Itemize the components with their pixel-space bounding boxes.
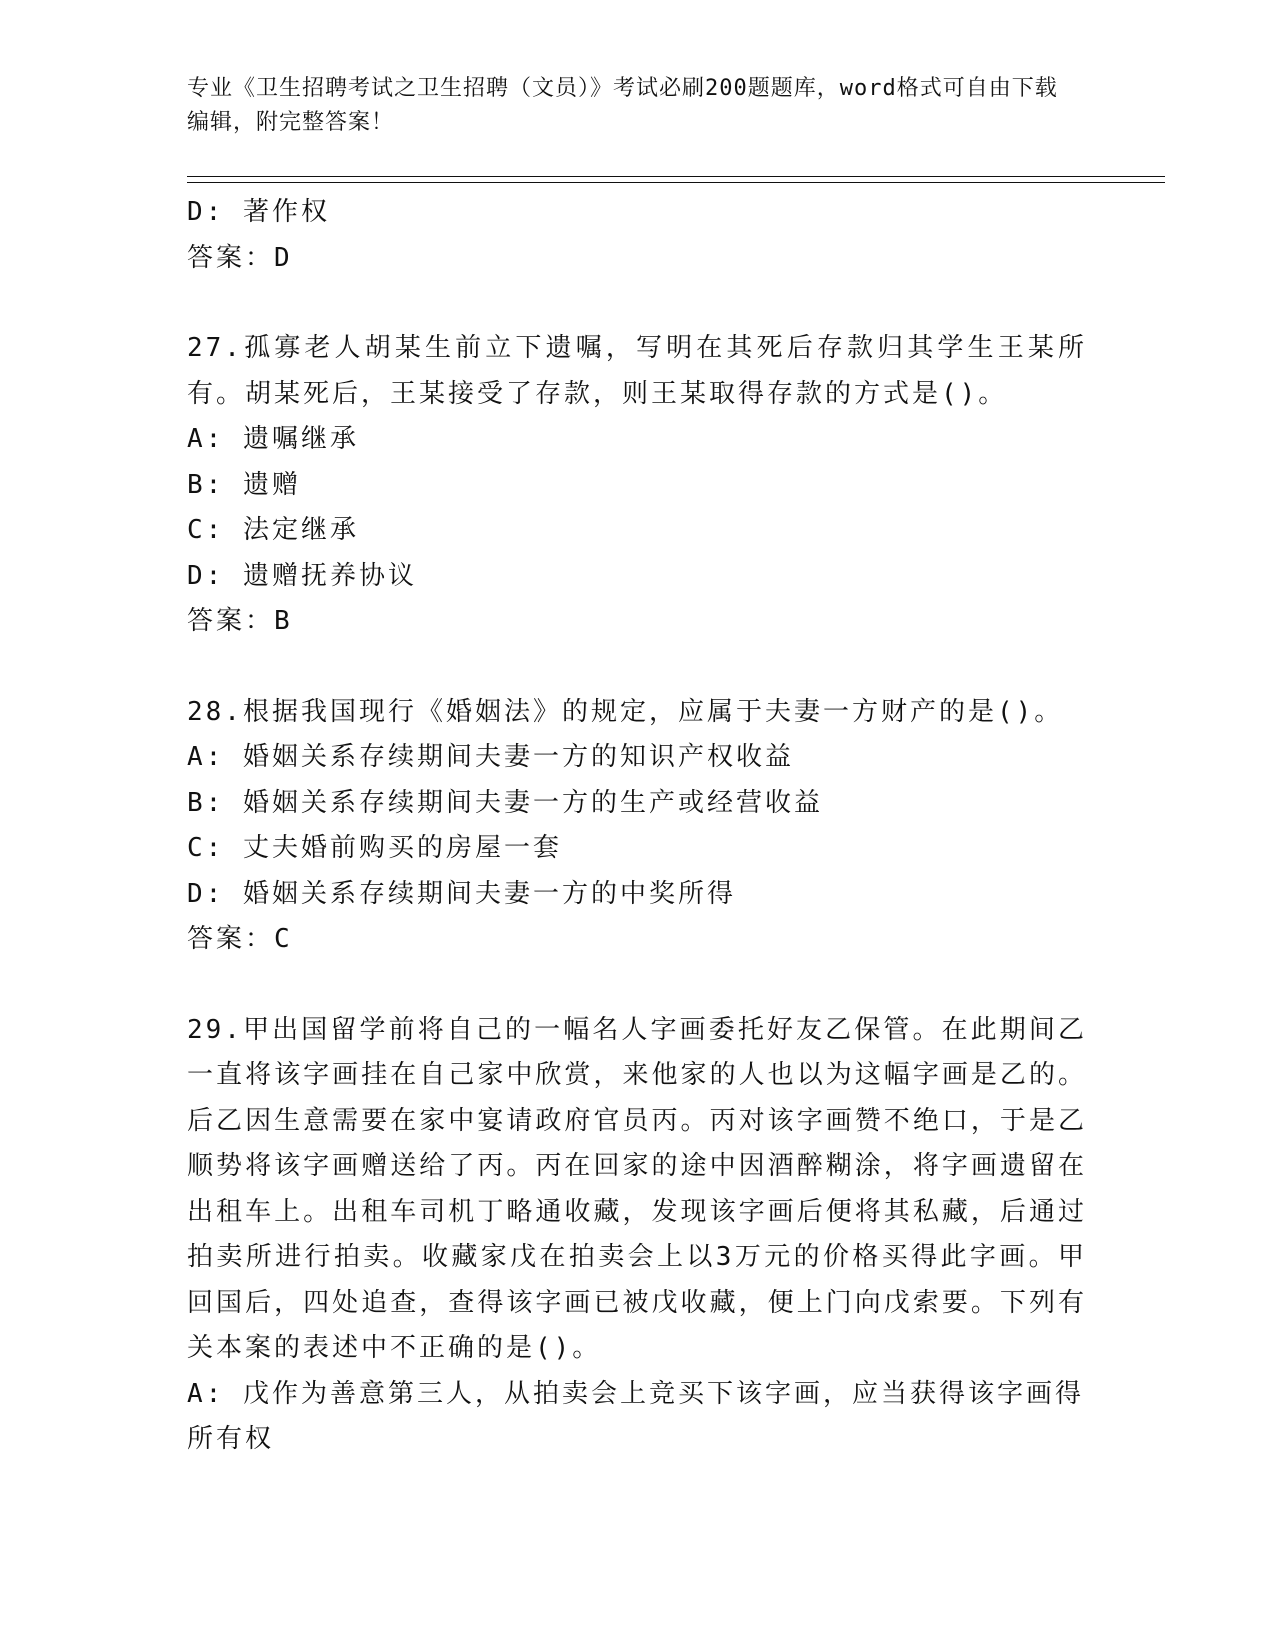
question-29 bbox=[187, 1008, 1087, 1463]
option-d: D: 著作权 bbox=[187, 197, 330, 227]
option-d: D: 婚姻关系存续期间夫妻一方的中奖所得 bbox=[187, 878, 736, 909]
answer: 答案：D bbox=[187, 242, 293, 273]
question-28 bbox=[187, 690, 1087, 963]
document-header: 专业《卫生招聘考试之卫生招聘（文员）》考试必刷200题题库，word格式可自由下载编辑，附完整答案！ bbox=[187, 76, 1058, 135]
question-text: 28.根据我国现行《婚姻法》的规定，应属于夫妻一方财产的是()。 bbox=[187, 696, 1064, 727]
question-27 bbox=[187, 326, 1087, 645]
header-divider bbox=[187, 176, 1165, 177]
option-d: D: 遗赠抚养协议 bbox=[187, 560, 417, 591]
answer: 答案：B bbox=[187, 606, 293, 636]
option-b: B: 婚姻关系存续期间夫妻一方的生产或经营收益 bbox=[187, 787, 823, 818]
option-a: A: 戊作为善意第三人，从拍卖会上竞买下该字画，应当获得该字画得所有权 bbox=[187, 1378, 1084, 1454]
option-c: C: 法定继承 bbox=[187, 515, 359, 545]
option-a: A: 婚姻关系存续期间夫妻一方的知识产权收益 bbox=[187, 742, 794, 772]
header-divider-double bbox=[187, 182, 1165, 183]
option-c: C: 丈夫婚前购买的房屋一套 bbox=[187, 833, 562, 863]
answer: 答案：C bbox=[187, 924, 293, 954]
question-text: 29.甲出国留学前将自己的一幅名人字画委托好友乙保管。在此期间乙一直将该字画挂在自己家中欣赏，来他家的人也以为这幅字画是乙的。后乙因生意需要在家中宴请政府官员丙。丙对该字画赞不绝口，于是乙顺势将该字画赠送给了丙。丙在回家的途中因酒醉糊涂，将字画遗留在出租车上。出租车司机丁略通收藏，发现该字画后便将其私藏，后通过拍卖所进行拍卖。收藏家戊在拍卖会上以3万元的价格买得此字画。甲回国后，四处追查，查得该字画已被戊收藏，便上门向戊索要。下列有关本案的表述中不正确的是()。 bbox=[187, 1014, 1087, 1363]
option-a: A: 遗嘱继承 bbox=[187, 424, 359, 454]
question-text: 27.孤寡老人胡某生前立下遗嘱，写明在其死后存款归其学生王某所有。胡某死后，王某接受了存款，则王某取得存款的方式是()。 bbox=[187, 333, 1087, 409]
document-body bbox=[187, 190, 1087, 1463]
option-b: B: 遗赠 bbox=[187, 469, 301, 500]
